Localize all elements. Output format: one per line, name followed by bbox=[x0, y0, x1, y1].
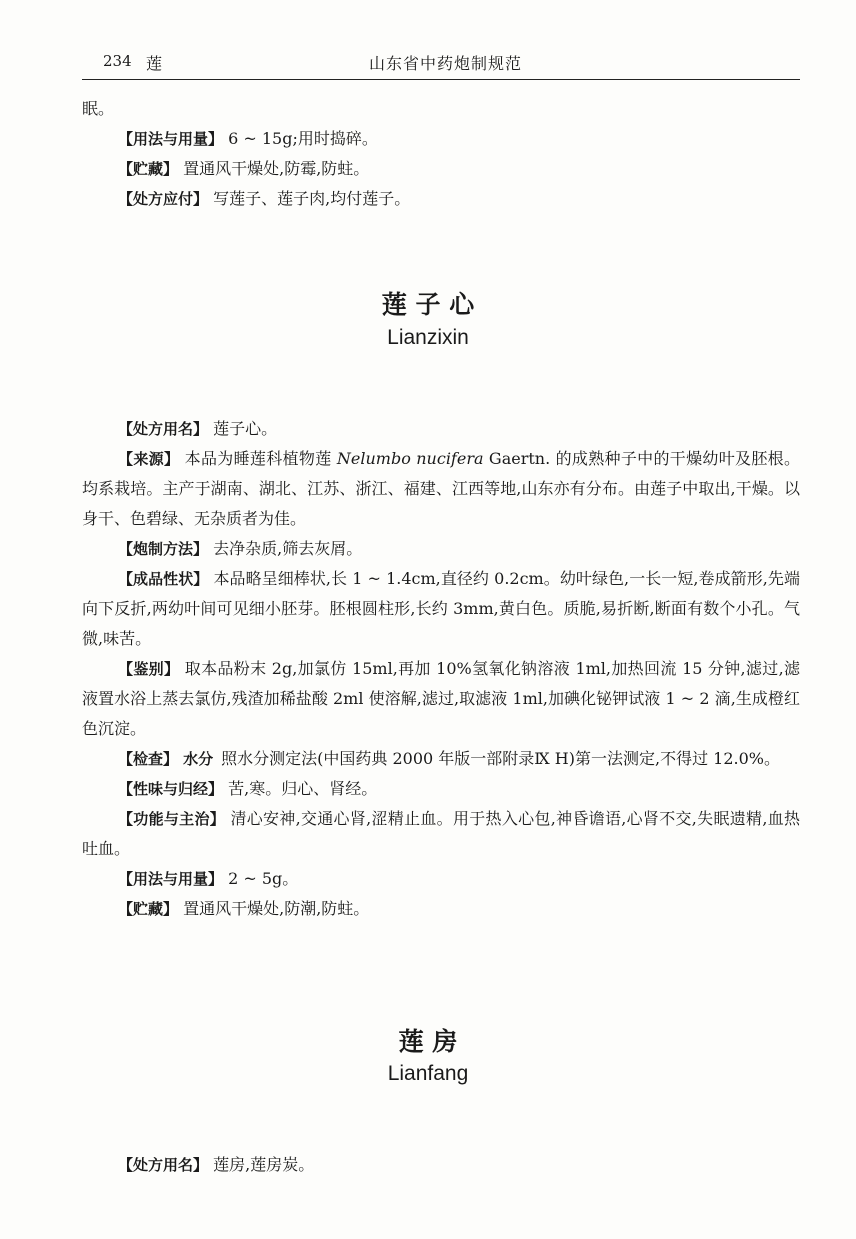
lzx-inspection bbox=[82, 744, 800, 774]
prev-prescription-text: 写莲子、莲子肉,均付莲子。 bbox=[213, 189, 411, 208]
lzx-source bbox=[82, 444, 800, 534]
carry-over-text: 眠。 bbox=[82, 99, 115, 118]
lianzixin-body bbox=[82, 414, 800, 924]
prev-storage-label: 【贮藏】 bbox=[118, 160, 179, 178]
lzx-function-label: 【功能与主治】 bbox=[118, 810, 226, 828]
lzx-storage-label: 【贮藏】 bbox=[118, 900, 179, 918]
prev-prescription bbox=[82, 184, 800, 214]
prev-usage bbox=[82, 124, 800, 154]
lzx-identification bbox=[82, 654, 800, 744]
section-pinyin-lianfang: Lianfang bbox=[387, 1062, 469, 1085]
lzx-identification-text: 取本品粉末 2g,加氯仿 15ml,再加 10%氢氧化钠溶液 1ml,加热回流 15 分钟,滤过,滤液置水浴上蒸去氯仿,残渣加稀盐酸 2ml 使溶解,滤过,取滤液 1ml,加碘化铋钾试液 1 ~ 2 滴,生成橙红色沉淀。 bbox=[82, 659, 800, 738]
lzx-product bbox=[82, 564, 800, 654]
lzx-source-latin: Nelumbo nucifera bbox=[336, 449, 484, 468]
header-divider bbox=[82, 79, 800, 80]
lzx-processing-label: 【炮制方法】 bbox=[118, 540, 209, 558]
lzx-prescription-name-label: 【处方用名】 bbox=[118, 420, 209, 438]
lzx-prescription-name bbox=[82, 414, 800, 444]
lzx-product-label: 【成品性状】 bbox=[118, 570, 209, 588]
lzx-nature-text: 苦,寒。归心、肾经。 bbox=[228, 779, 378, 798]
lzx-inspection-sub: 水分 bbox=[183, 750, 214, 768]
lzx-source-label: 【来源】 bbox=[118, 450, 180, 468]
prev-storage-text: 置通风干燥处,防霉,防蛀。 bbox=[183, 159, 370, 178]
lzx-product-text: 本品略呈细棒状,长 1 ~ 1.4cm,直径约 0.2cm。幼叶绿色,一长一短,卷成箭形,先端向下反折,两幼叶间可见细小胚芽。胚根圆柱形,长约 3mm,黄白色。质脆,易折断,断面有数个小孔。气微,味苦。 bbox=[82, 569, 800, 648]
lzx-identification-label: 【鉴别】 bbox=[118, 660, 180, 678]
lf-prescription-name-text: 莲房,莲房炭。 bbox=[213, 1155, 315, 1174]
section-title-lianzixin: 莲 子 心 bbox=[381, 290, 475, 319]
lzx-nature bbox=[82, 774, 800, 804]
lf-prescription-name-label: 【处方用名】 bbox=[118, 1156, 209, 1174]
lzx-usage-label: 【用法与用量】 bbox=[118, 870, 224, 888]
previous-entry-tail bbox=[82, 94, 800, 214]
lzx-processing bbox=[82, 534, 800, 564]
lzx-nature-label: 【性味与归经】 bbox=[118, 780, 224, 798]
lianfang-body bbox=[82, 1150, 800, 1180]
book-title: 山东省中药炮制规范 bbox=[369, 54, 523, 73]
lzx-usage-text: 2 ~ 5g。 bbox=[228, 869, 299, 888]
prev-storage bbox=[82, 154, 800, 184]
page-number: 234 bbox=[103, 52, 132, 70]
header-entry-char: 莲 bbox=[146, 54, 163, 73]
lzx-usage bbox=[82, 864, 800, 894]
lzx-storage bbox=[82, 894, 800, 924]
section-pinyin-lianzixin: Lianzixin bbox=[387, 326, 469, 349]
lzx-function-text: 清心安神,交通心肾,涩精止血。用于热入心包,神昏谵语,心肾不交,失眠遗精,血热吐血。 bbox=[82, 809, 800, 858]
prev-usage-text: 6 ~ 15g;用时捣碎。 bbox=[228, 129, 378, 148]
lzx-storage-text: 置通风干燥处,防潮,防蛀。 bbox=[183, 899, 370, 918]
prev-usage-label: 【用法与用量】 bbox=[118, 130, 224, 148]
prev-prescription-label: 【处方应付】 bbox=[118, 190, 209, 208]
lzx-inspection-label: 【检查】 bbox=[118, 750, 179, 768]
lzx-prescription-name-text: 莲子心。 bbox=[213, 419, 278, 438]
page-header bbox=[0, 0, 856, 82]
section-title-lianfang: 莲 房 bbox=[398, 1027, 458, 1056]
lzx-source-text-after: Gaertn. 的成熟种子中的干燥幼叶及胚根。均系栽培。主产于湖南、湖北、江苏、浙江、福建、江西等地,山东亦有分布。由莲子中取出,干燥。以身干、色碧绿、无杂质者为佳。 bbox=[82, 449, 800, 528]
lzx-inspection-text: 照水分测定法(中国药典 2000 年版一部附录Ⅸ H)第一法测定,不得过 12.0%。 bbox=[221, 749, 780, 768]
lzx-source-text-before: 本品为睡莲科植物莲 bbox=[184, 449, 337, 468]
lzx-processing-text: 去净杂质,筛去灰屑。 bbox=[213, 539, 363, 558]
lzx-function bbox=[82, 804, 800, 864]
lf-prescription-name bbox=[82, 1150, 800, 1180]
